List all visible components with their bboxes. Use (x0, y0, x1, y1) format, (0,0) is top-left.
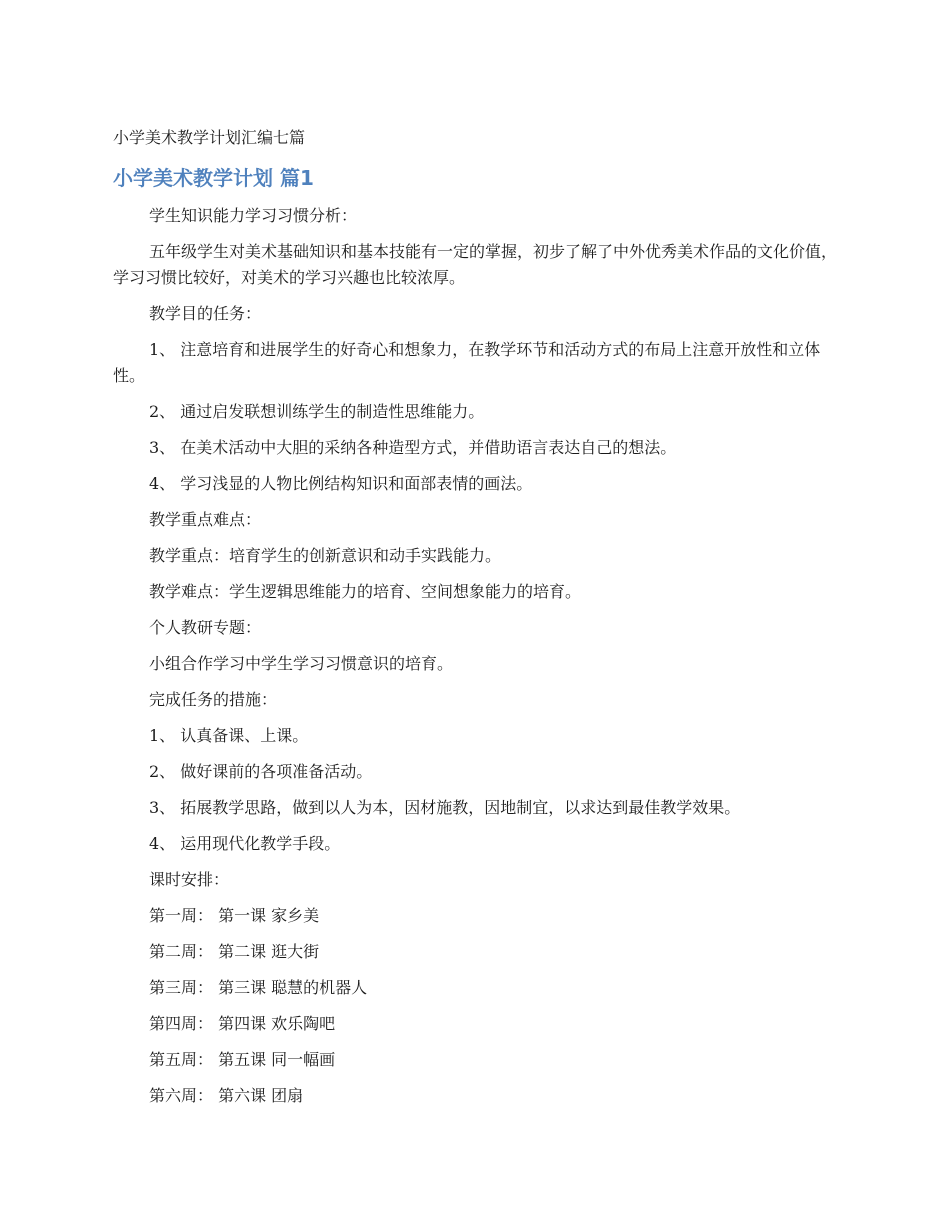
paragraph-analysis-text: 五年级学生对美术基础知识和基本技能有一定的掌握，初步了解了中外优秀美术作品的文化价值，学习习惯比较好，对美术的学习兴趣也比较浓厚。 (113, 242, 838, 287)
paragraph-keypoints-heading: 教学重点难点： (149, 510, 262, 529)
paragraph-goal-2: 2、 通过启发联想训练学生的制造性思维能力。 (149, 402, 485, 421)
schedule-week-5: 第五周： 第五课 同一幅画 (149, 1050, 336, 1069)
schedule-week-1: 第一周： 第一课 家乡美 (149, 906, 320, 925)
paragraph-schedule-heading: 课时安排： (149, 870, 230, 889)
section-heading: 小学美术教学计划 篇1 (113, 166, 314, 190)
paragraph-goal-4: 4、 学习浅显的人物比例结构知识和面部表情的画法。 (149, 474, 533, 493)
schedule-week-4: 第四周： 第四课 欢乐陶吧 (149, 1014, 336, 1033)
paragraph-key-point: 教学重点：培育学生的创新意识和动手实践能力。 (149, 546, 502, 565)
paragraph-goals-heading: 教学目的任务： (149, 304, 262, 323)
document-body (113, 203, 839, 1119)
paragraph-measures-heading: 完成任务的措施： (149, 690, 278, 709)
schedule-week-6: 第六周： 第六课 团扇 (149, 1086, 304, 1105)
paragraph-analysis-heading: 学生知识能力学习习惯分析： (149, 206, 358, 225)
schedule-week-3: 第三周： 第三课 聪慧的机器人 (149, 978, 368, 997)
paragraph-research-topic: 小组合作学习中学生学习习惯意识的培育。 (149, 654, 454, 673)
paragraph-research-heading: 个人教研专题： (149, 618, 262, 637)
document-title: 小学美术教学计划汇编七篇 (113, 128, 306, 147)
paragraph-measure-3: 3、 拓展教学思路，做到以人为本，因材施教，因地制宜，以求达到最佳教学效果。 (149, 798, 741, 817)
paragraph-measure-2: 2、 做好课前的各项准备活动。 (149, 762, 373, 781)
schedule-week-2: 第二周： 第二课 逛大街 (149, 942, 320, 961)
paragraph-measure-1: 1、 认真备课、上课。 (149, 726, 309, 745)
paragraph-goal-1: 1、 注意培育和进展学生的好奇心和想象力，在教学环节和活动方式的布局上注意开放性和立体性。 (113, 340, 821, 385)
paragraph-difficult-point: 教学难点：学生逻辑思维能力的培育、空间想象能力的培育。 (149, 582, 582, 601)
paragraph-measure-4: 4、 运用现代化教学手段。 (149, 834, 341, 853)
paragraph-goal-3: 3、 在美术活动中大胆的采纳各种造型方式，并借助语言表达自己的想法。 (149, 438, 677, 457)
